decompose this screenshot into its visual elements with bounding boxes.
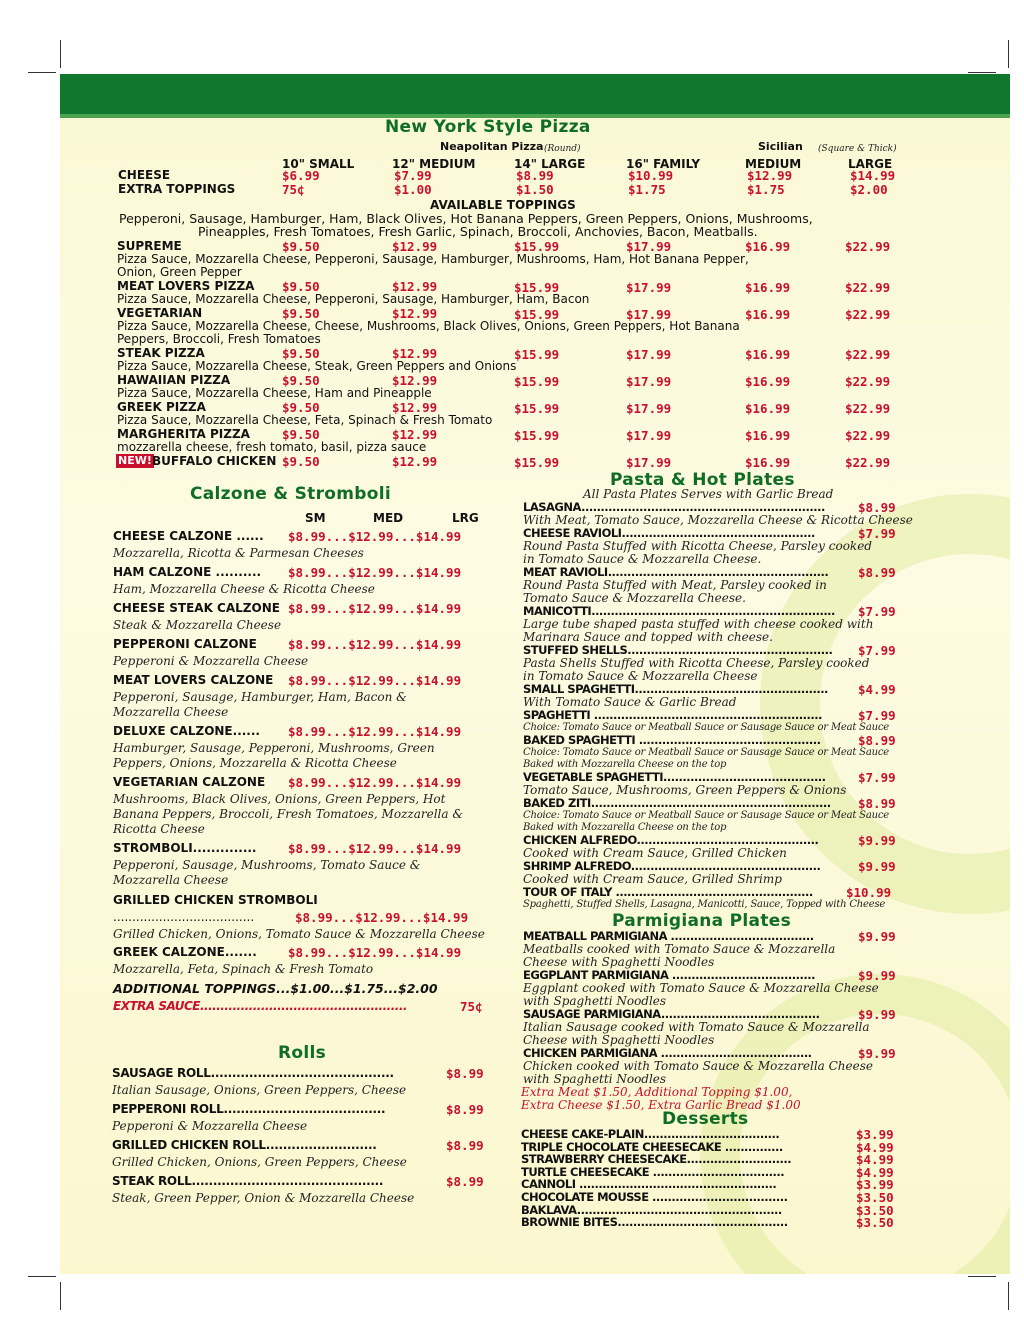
size-header: LARGE (848, 157, 893, 171)
item-name: STEAK ROLL............................................. (112, 1174, 384, 1188)
item-price: $8.99...$12.99...$14.99 (288, 529, 462, 544)
item-description: Cooked with Cream Sauce, Grilled Chicken (523, 846, 787, 860)
item-description: Pepperoni & Mozzarella Cheese (112, 1119, 308, 1133)
size-header: 12" MEDIUM (392, 157, 476, 171)
item-name: BUFFALO CHICKEN (152, 454, 277, 468)
crop-mark (28, 72, 56, 73)
item-description: Spaghetti, Stuffed Shells, Lasagna, Manicotti, Sauce, Topped with Cheese (523, 899, 886, 910)
item-name: CHEESE STEAK CALZONE (113, 601, 280, 615)
item-price: $15.99 (514, 347, 560, 362)
item-name: STROMBOLI.............. (113, 841, 257, 855)
extra-sauce-price: 75¢ (460, 999, 483, 1014)
item-price: $9.99 (858, 1007, 896, 1022)
item-price: $9.50 (282, 400, 320, 415)
item-price: $16.99 (745, 239, 791, 254)
item-description: mozzarella cheese, fresh tomato, basil, pizza sauce (117, 440, 427, 454)
item-name: SUPREME (117, 239, 182, 253)
item-price: $15.99 (514, 307, 560, 322)
item-name: GREEK PIZZA (117, 400, 206, 414)
item-price: $16.99 (745, 455, 791, 470)
neapolitan-note: (Round) (544, 144, 581, 154)
item-price: $22.99 (845, 455, 891, 470)
item-description: Pepperoni & Mozzarella Cheese (113, 654, 309, 668)
item-description: Cooked with Cream Sauce, Grilled Shrimp (523, 872, 782, 886)
item-name: MANICOTTI............................................................... (523, 604, 835, 618)
size-header: 10" SMALL (282, 157, 355, 171)
item-price: $17.99 (626, 428, 672, 443)
item-price: $17.99 (626, 455, 672, 470)
item-name: BAKED ZITI.............................................................. (523, 796, 831, 810)
item-price: $22.99 (845, 347, 891, 362)
item-price: $17.99 (626, 239, 672, 254)
item-price: $16.99 (745, 428, 791, 443)
crop-mark (60, 1282, 61, 1310)
item-name: CHEESE (118, 168, 171, 182)
item-price: $10.99 (628, 168, 674, 183)
header-bar (60, 74, 1010, 114)
item-description: Mushrooms, Black Olives, Onions, Green Peppers, Hot (113, 792, 446, 806)
item-name: CHICKEN PARMIGIANA ....................................... (523, 1046, 812, 1060)
item-price: $1.75 (628, 182, 666, 197)
section-title: Rolls (278, 1043, 327, 1063)
item-price: $12.99 (392, 346, 438, 361)
item-price: $9.50 (282, 279, 320, 294)
item-price: $4.99 (856, 1139, 894, 1155)
toppings-title: AVAILABLE TOPPINGS (430, 198, 576, 212)
item-price: $15.99 (514, 428, 560, 443)
item-description: Pizza Sauce, Mozzarella Cheese, Ham and Pineapple (117, 386, 432, 400)
item-description: Choice: Tomato Sauce or Meatball Sauce or Sausage Sauce or Meat Sauce (523, 810, 889, 821)
item-price: $3.99 (856, 1177, 894, 1193)
size-header: MED (373, 511, 404, 525)
item-description: with Spaghetti Noodles (523, 994, 667, 1008)
item-name: GRILLED CHICKEN STROMBOLI (113, 893, 318, 907)
size-header: 14" LARGE (514, 157, 586, 171)
item-name: SHRIMP ALFREDO................................................. (523, 859, 821, 873)
item-name: SAUSAGE PARMIGIANA......................................... (523, 1007, 820, 1021)
item-price: $8.99 (446, 1102, 484, 1117)
item-price: $7.99 (858, 708, 896, 723)
item-price: $12.99 (392, 239, 438, 254)
item-price: $9.99 (858, 833, 896, 848)
item-price: $9.50 (282, 346, 320, 361)
item-description: Steak & Mozzarella Cheese (113, 618, 282, 632)
item-price: 75¢ (282, 182, 305, 197)
sicilian-heading: Sicilian (758, 140, 803, 153)
item-price: $9.99 (858, 929, 896, 944)
item-name: PEPPERONI CALZONE (113, 637, 257, 651)
item-name: TRIPLE CHOCOLATE CHEESECAKE ............... (521, 1139, 783, 1154)
item-description: Italian Sausage cooked with Tomato Sauce & Mozzarella (523, 1020, 870, 1034)
item-description: Peppers, Broccoli, Fresh Tomatoes (117, 332, 321, 346)
item-description: Round Pasta Stuffed with Ricotta Cheese, Parsley cooked (523, 539, 872, 553)
item-price: $8.99...$12.99...$14.99 (288, 841, 462, 856)
item-description: Mozzarella, Ricotta & Parmesan Cheeses (113, 546, 364, 560)
item-price: $14.99 (850, 168, 896, 183)
size-header: SM (305, 511, 326, 525)
size-header: MEDIUM (745, 157, 802, 171)
item-name: HAWAIIAN PIZZA (117, 373, 231, 387)
item-name: EGGPLANT PARMIGIANA ..................................... (523, 968, 816, 982)
item-description: Eggplant cooked with Tomato Sauce & Mozzarella Cheese (523, 981, 879, 995)
item-name: BAKED SPAGHETTI ............................................... (523, 733, 821, 747)
item-price: $1.75 (747, 182, 785, 197)
item-price: $15.99 (514, 280, 560, 295)
item-description: Italian Sausage, Onions, Green Peppers, Cheese (112, 1083, 407, 1097)
crop-mark (60, 40, 61, 68)
item-price: $12.99 (747, 168, 793, 183)
item-name: BROWNIE BITES............................................ (521, 1215, 788, 1230)
item-price: $12.99 (392, 400, 438, 415)
item-price: $4.99 (856, 1152, 894, 1168)
item-price: $8.99...$12.99...$14.99 (288, 601, 462, 616)
item-description: Cheese with Spaghetti Noodles (523, 955, 715, 969)
item-description: Marinara Sauce and topped with cheese. (523, 630, 773, 644)
item-price: $8.99 (446, 1174, 484, 1189)
item-price: $16.99 (745, 374, 791, 389)
item-price: $7.99 (858, 643, 896, 658)
item-description: With Meat, Tomato Sauce, Mozzarella Cheese & Ricotta Cheese (523, 513, 913, 527)
item-price: $8.99 (858, 565, 896, 580)
item-name: HAM CALZONE .......... (113, 565, 262, 579)
section-title: Pasta & Hot Plates (610, 470, 795, 490)
item-description: Pizza Sauce, Mozzarella Cheese, Steak, Green Peppers and Onions (117, 359, 517, 373)
item-price: $16.99 (745, 347, 791, 362)
item-price: $15.99 (514, 401, 560, 416)
item-name: CHOCOLATE MOUSSE ................................... (521, 1190, 788, 1204)
item-price: $9.99 (858, 1046, 896, 1061)
item-price: $12.99 (392, 279, 438, 294)
crop-mark (968, 1276, 996, 1277)
item-price: $16.99 (745, 401, 791, 416)
size-header: 16" FAMILY (626, 157, 701, 171)
item-description: Pizza Sauce, Mozzarella Cheese, Pepperoni, Sausage, Hamburger, Ham, Bacon (117, 292, 590, 306)
item-price: $2.00 (850, 182, 888, 197)
item-price: $3.50 (856, 1202, 894, 1218)
extra-sauce: EXTRA SAUCE................................................... (113, 999, 407, 1013)
item-name: TURTLE CHEESECAKE .................................. (521, 1164, 785, 1179)
item-description: Onion, Green Pepper (117, 265, 242, 279)
item-price: $8.99...$12.99...$14.99 (288, 775, 462, 790)
item-price: $22.99 (845, 428, 891, 443)
item-price: $7.99 (394, 168, 432, 183)
item-description: Grilled Chicken, Onions, Tomato Sauce & Mozzarella Cheese (113, 927, 485, 941)
item-name: SPAGHETTI ........................................................... (523, 708, 822, 722)
section-title: Calzone & Stromboli (190, 484, 391, 504)
size-header: LRG (452, 511, 479, 525)
item-description: Mozzarella Cheese (113, 705, 229, 719)
item-name: PEPPERONI ROLL...................................... (112, 1102, 386, 1116)
item-name: MEAT RAVIOLI......................................................... (523, 565, 829, 579)
item-price: $22.99 (845, 280, 891, 295)
item-name: MEAT LOVERS PIZZA (117, 279, 255, 293)
item-price: $16.99 (745, 280, 791, 295)
item-price: $22.99 (845, 239, 891, 254)
new-badge: NEW! (118, 454, 152, 467)
item-description: Pasta Shells Stuffed with Ricotta Cheese, Parsley cooked (523, 656, 870, 670)
item-price: $15.99 (514, 374, 560, 389)
item-dots: ..................................... (113, 910, 255, 924)
item-description: Ricotta Cheese (113, 822, 205, 836)
item-name: MEATBALL PARMIGIANA ..................................... (523, 929, 814, 943)
item-description: Choice: Tomato Sauce or Meatball Sauce or Sausage Sauce or Meat Sauce (523, 722, 889, 733)
item-price: $8.99 (858, 733, 896, 748)
item-name: MARGHERITA PIZZA (117, 427, 250, 441)
item-description: With Tomato Sauce & Garlic Bread (523, 695, 737, 709)
item-price: $9.50 (282, 454, 320, 469)
item-description: Round Pasta Stuffed with Meat, Parsley cooked in (523, 578, 827, 592)
item-name: GREEK CALZONE....... (113, 945, 257, 959)
section-title: New York Style Pizza (385, 117, 591, 137)
section-title: Desserts (662, 1109, 749, 1129)
item-price: $12.99 (392, 427, 438, 442)
item-price: $10.99 (846, 885, 892, 900)
toppings-list: Pineapples, Fresh Tomatoes, Fresh Garlic, Spinach, Broccoli, Anchovies, Bacon, Meatballs. (198, 224, 758, 239)
item-description: Pepperoni, Sausage, Hamburger, Ham, Bacon & (113, 690, 407, 704)
item-price: $12.99 (392, 454, 438, 469)
neapolitan-heading: Neapolitan Pizza (440, 140, 544, 153)
item-name: VEGETABLE SPAGHETTI.......................................... (523, 770, 826, 784)
item-description: Pepperoni, Sausage, Mushrooms, Tomato Sauce & (113, 858, 421, 872)
item-price: $9.50 (282, 373, 320, 388)
item-description: Mozzarella, Feta, Spinach & Fresh Tomato (113, 962, 374, 976)
item-description: Tomato Sauce & Mozzarella Cheese. (523, 591, 746, 605)
item-price: $22.99 (845, 307, 891, 322)
toppings-list: Pepperoni, Sausage, Hamburger, Ham, Black Olives, Hot Banana Peppers, Green Peppers, Onions, Mushrooms, (119, 211, 813, 226)
item-price: $8.99 (858, 500, 896, 515)
item-price: $17.99 (626, 374, 672, 389)
item-name: GRILLED CHICKEN ROLL.......................... (112, 1138, 377, 1152)
item-price: $9.99 (858, 968, 896, 983)
item-description: Mozzarella Cheese (113, 873, 229, 887)
item-name: DELUXE CALZONE...... (113, 724, 260, 738)
item-description: Steak, Green Pepper, Onion & Mozzarella Cheese (112, 1191, 415, 1205)
item-name: CHEESE CALZONE ...... (113, 529, 264, 543)
item-description: Choice: Tomato Sauce or Meatball Sauce or Sausage Sauce or Meat Sauce (523, 747, 889, 758)
item-description: in Tomato Sauce & Mozzarella Cheese. (523, 552, 762, 566)
item-price: $8.99...$12.99...$14.99 (295, 910, 469, 925)
crop-mark (28, 1276, 56, 1277)
background-swirl (760, 494, 1010, 914)
item-price: $17.99 (626, 280, 672, 295)
section-title: Parmigiana Plates (612, 911, 791, 931)
item-price: $8.99 (516, 168, 554, 183)
item-price: $17.99 (626, 307, 672, 322)
item-price: $8.99 (446, 1066, 484, 1081)
item-name: VEGETARIAN CALZONE (113, 775, 266, 789)
item-price: $7.99 (858, 526, 896, 541)
item-description: Baked with Mozzarella Cheese on the top (523, 759, 727, 770)
sicilian-note: (Square & Thick) (818, 144, 897, 154)
extras-note dr: Extra Cheese $1.50, Extra Garlic Bread $1.00 (521, 1098, 801, 1112)
item-price: $8.99 (858, 796, 896, 811)
item-description: with Spaghetti Noodles (523, 1072, 667, 1086)
item-price: $12.99 (392, 373, 438, 388)
item-price: $15.99 (514, 455, 560, 470)
item-price: $9.99 (858, 859, 896, 874)
item-price: $8.99...$12.99...$14.99 (288, 673, 462, 688)
item-name: STUFFED SHELLS..................................................... (523, 643, 833, 657)
section-subtitle: All Pasta Plates Serves with Garlic Bread (583, 487, 834, 501)
item-description: Grilled Chicken, Onions, Green Peppers, Cheese (112, 1155, 407, 1169)
item-description: Chicken cooked with Tomato Sauce & Mozzarella Cheese (523, 1059, 873, 1073)
item-name: TOUR OF ITALY ................................................... (523, 885, 813, 899)
item-name: STEAK PIZZA (117, 346, 205, 360)
item-name: LASAGNA............................................................... (523, 500, 825, 514)
item-price: $8.99...$12.99...$14.99 (288, 637, 462, 652)
item-description: Banana Peppers, Broccoli, Fresh Tomatoes, Mozzarella & (113, 807, 464, 821)
item-name: SMALL SPAGHETTI.................................................. (523, 682, 828, 696)
item-name: EXTRA TOPPINGS (118, 182, 236, 196)
item-price: $4.99 (858, 682, 896, 697)
item-price: $1.00 (394, 182, 432, 197)
crop-mark (1008, 40, 1009, 68)
item-price: $9.50 (282, 427, 320, 442)
extras-note dr: Extra Meat $1.50, Additional Topping $1.00, (521, 1085, 793, 1099)
item-description: Pizza Sauce, Mozzarella Cheese, Cheese, Mushrooms, Black Olives, Onions, Green Peppers, Hot Banana (117, 319, 740, 333)
item-price: $17.99 (626, 347, 672, 362)
item-description: Meatballs cooked with Tomato Sauce & Mozzarella (523, 942, 836, 956)
item-price: $22.99 (845, 401, 891, 416)
item-description: Ham, Mozzarella Cheese & Ricotta Cheese (113, 582, 375, 596)
item-description: in Tomato Sauce & Mozzarella Cheese (523, 669, 758, 683)
item-description: Large tube shaped pasta stuffed with cheese cooked with (523, 617, 874, 631)
item-price: $22.99 (845, 374, 891, 389)
item-price: $7.99 (858, 770, 896, 785)
additional-toppings: ADDITIONAL TOPPINGS...$1.00...$1.75...$2.00 (113, 981, 438, 996)
item-description: Cheese with Spaghetti Noodles (523, 1033, 715, 1047)
item-name: CHEESE RAVIOLI.................................................. (523, 526, 815, 540)
item-price: $15.99 (514, 239, 560, 254)
item-name: VEGETARIAN (117, 306, 203, 320)
item-name: CANNOLI ................................................... (521, 1177, 777, 1192)
item-description: Hamburger, Sausage, Pepperoni, Mushrooms, Green (113, 741, 435, 755)
crop-mark (1008, 1282, 1009, 1310)
item-price: $8.99...$12.99...$14.99 (288, 565, 462, 580)
item-price: $6.99 (282, 168, 320, 183)
item-price: $12.99 (392, 306, 438, 321)
item-price: $3.99 (856, 1127, 894, 1142)
item-price: $4.99 (856, 1164, 894, 1180)
item-price: $3.50 (856, 1215, 894, 1231)
crop-mark (968, 72, 996, 73)
item-price: $9.50 (282, 306, 320, 321)
item-description: Pizza Sauce, Mozzarella Cheese, Pepperoni, Sausage, Hamburger, Mushrooms, Ham, Hot Banana Pepper, (117, 252, 749, 266)
item-name: CHICKEN ALFREDO............................................... (523, 833, 819, 847)
item-name: MEAT LOVERS CALZONE (113, 673, 274, 687)
item-description: Pizza Sauce, Mozzarella Cheese, Feta, Spinach & Fresh Tomato (117, 413, 493, 427)
item-name: BAKLAVA..................................................... (521, 1202, 782, 1217)
item-price: $8.99...$12.99...$14.99 (288, 724, 462, 739)
item-description: Baked with Mozzarella Cheese on the top (523, 822, 727, 833)
item-name: SAUSAGE ROLL........................................... (112, 1066, 394, 1080)
item-price: $3.50 (856, 1190, 894, 1205)
item-name: STRAWBERRY CHEESECAKE........................... (521, 1152, 792, 1167)
item-description: Tomato Sauce, Mushrooms, Green Peppers & Onions (523, 783, 847, 797)
item-price: $1.50 (516, 182, 554, 197)
item-price: $17.99 (626, 401, 672, 416)
item-price: $9.50 (282, 239, 320, 254)
item-price: $7.99 (858, 604, 896, 619)
item-price: $8.99...$12.99...$14.99 (288, 945, 462, 960)
item-description: Peppers, Onions, Mozzarella & Ricotta Cheese (113, 756, 397, 770)
item-price: $8.99 (446, 1138, 484, 1153)
item-price: $16.99 (745, 307, 791, 322)
item-name: CHEESE CAKE-PLAIN................................... (521, 1127, 780, 1141)
